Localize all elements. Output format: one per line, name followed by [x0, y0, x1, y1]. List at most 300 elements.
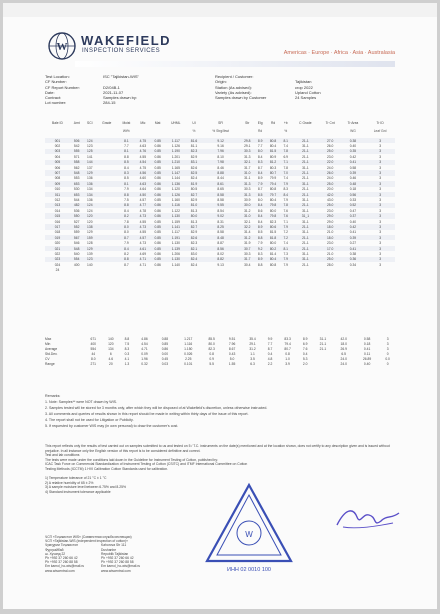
- table-cell: 3: [379, 154, 382, 159]
- info-label: Origin:: [215, 79, 227, 85]
- summary-cell: 4.86: [141, 336, 148, 341]
- table-cell: 571: [73, 154, 80, 159]
- table-cell: 21.0: [326, 230, 334, 235]
- table-cell: 482: [70, 203, 84, 208]
- summary-cell: 1.1: [250, 351, 255, 356]
- svg-text:W: W: [245, 530, 253, 539]
- summary-cell: 0.40: [363, 362, 371, 367]
- table-cell: 7.96: [201, 149, 239, 154]
- table-cell: 31.2: [244, 208, 251, 213]
- column-unit: [135, 129, 150, 138]
- table-cell: 80.0: [269, 208, 277, 213]
- table-cell: 7.7: [124, 144, 129, 149]
- summary-cell: 671: [90, 336, 97, 341]
- summary-cell: 0.101: [184, 362, 193, 367]
- table-cell: 23.0: [326, 241, 334, 246]
- table-cell: 31-1: [302, 208, 309, 213]
- info-label: Samples drawn by Customer: [215, 95, 267, 101]
- table-units-row: [45, 129, 395, 138]
- table-cell: 0.86: [154, 176, 161, 181]
- table-cell: 7.2: [280, 235, 291, 240]
- table-cell: 80.6: [266, 224, 281, 229]
- summary-cell: 0.03: [161, 362, 169, 367]
- summary-cell: 120: [108, 341, 114, 346]
- column-header: Tr Cnt: [325, 121, 335, 125]
- remarks-title: Remarks:: [45, 394, 61, 398]
- table-cell: 4.50: [135, 192, 150, 197]
- table-cell: 0.85: [154, 197, 161, 202]
- column-unit: [240, 129, 255, 138]
- table-cell: 22.0: [320, 160, 341, 165]
- summary-cell: 134: [108, 346, 114, 351]
- footer-address-intl: [101, 535, 140, 573]
- table-cell: 136: [83, 181, 96, 186]
- table-cell: 3: [365, 181, 395, 186]
- table-cell: 4.63: [135, 181, 150, 186]
- table-cell: 8.8: [255, 235, 266, 240]
- table-cell: 8.8: [124, 154, 129, 159]
- column-header: Bale ID: [52, 121, 63, 125]
- summary-label: Min: [45, 341, 51, 346]
- table-cell: 159: [83, 235, 96, 240]
- column-unit: [291, 129, 320, 138]
- column-header: UHML: [171, 121, 181, 125]
- column-header: Moist: [122, 121, 131, 125]
- table-cell: 4.76: [135, 149, 150, 154]
- summary-cell: 1.217: [184, 336, 193, 341]
- table-cell: 0.41: [341, 246, 366, 251]
- table-cell: 3: [365, 257, 395, 262]
- table-cell: 79.8: [266, 213, 281, 218]
- terms-line: Testing Methods (ICCTM) 1 HVI Calibration Cotton Standards used for calibration.: [45, 466, 169, 471]
- summary-cell: 8.3: [124, 346, 130, 351]
- table-cell: 8.87: [217, 241, 224, 246]
- table-cell: 25.0: [320, 149, 341, 154]
- table-cell: 82.3: [187, 149, 202, 154]
- table-cell: 21-1: [302, 262, 309, 267]
- table-cell: 8.0: [117, 224, 135, 229]
- summary-label: Range: [45, 362, 55, 367]
- table-cell: 3: [365, 213, 395, 218]
- table-cell: 140: [87, 262, 93, 267]
- table-cell: 0.86: [154, 262, 161, 267]
- table-cell: 81.6: [187, 138, 202, 143]
- table-cell: 8.4: [257, 154, 263, 159]
- column-header: Mat: [154, 121, 161, 125]
- table-cell: 542: [73, 144, 80, 149]
- summary-cell: 2.2: [267, 362, 273, 367]
- table-cell: 7.8: [280, 203, 291, 208]
- table-cell: 8.44: [217, 176, 224, 181]
- table-cell: 4.63: [139, 144, 147, 149]
- svg-text:W: W: [56, 41, 68, 53]
- table-cell: 1.117: [165, 138, 187, 143]
- column-unit: %: [192, 129, 196, 133]
- info-value: D2/04B-1: [103, 84, 120, 90]
- summary-cell: 1.3: [124, 362, 130, 367]
- table-cell: 8.4: [124, 165, 129, 170]
- table-cell: 558: [70, 160, 84, 165]
- info-label: Lot number:: [45, 100, 67, 106]
- table-cell: 0.86: [150, 192, 165, 197]
- footer-line: Чумҳурии Тоҷикистон: [45, 543, 78, 548]
- summary-cell: 5.3: [302, 356, 308, 361]
- table-cell: 123: [83, 257, 96, 262]
- table-cell: 4.73: [135, 213, 150, 218]
- table-cell: 82.9: [190, 154, 198, 159]
- table-cell: 82.9: [190, 197, 198, 202]
- table-cell: 0.42: [349, 154, 357, 159]
- info-label: Recipient / Customer:: [215, 74, 254, 79]
- table-cell: 1.210: [165, 160, 187, 165]
- brand-subtitle: INSPECTION SERVICES: [82, 48, 161, 54]
- table-cell: 8.3: [255, 160, 266, 165]
- footer-line: Фурҳсайбай: [45, 547, 64, 552]
- table-cell: 7.9: [280, 224, 291, 229]
- table-cell: 8.58: [201, 192, 239, 197]
- summary-cell: 80.7: [284, 346, 291, 351]
- table-cell: 8.82: [201, 257, 239, 262]
- table-cell: 1.116: [165, 203, 187, 208]
- table-cell: 0.85: [154, 230, 161, 235]
- summary-cell: 8.67: [228, 346, 236, 351]
- table-cell: 7.4: [283, 144, 289, 149]
- table-cell: 123: [87, 144, 93, 149]
- column-header: SFI: [218, 121, 224, 125]
- footer-line: Em kamol_ho-wis@mail.ru: [101, 564, 141, 569]
- summary-cell: 0.00: [161, 351, 169, 356]
- table-cell: 8.6: [257, 208, 263, 213]
- table-cell: 26.0: [320, 170, 341, 175]
- table-cell: 128: [87, 241, 93, 246]
- table-cell: 0.86: [154, 208, 161, 213]
- footer-line: Ph +992 37 260 66 42: [101, 555, 134, 560]
- column-unit: Wt%: [122, 129, 130, 133]
- table-cell: 129: [83, 246, 96, 251]
- terms-line: 3) A sample moisture level between 6.75% and 8.25%: [45, 485, 127, 490]
- table-cell: 506: [70, 138, 84, 143]
- summary-label: CV: [45, 356, 50, 361]
- brand-name: WAKEFIELD: [81, 33, 172, 48]
- table-cell: 1.139: [165, 246, 187, 251]
- summary-cell: 8.7: [267, 346, 273, 351]
- table-cell: 31.0: [240, 213, 255, 218]
- summary-cell: 0: [386, 351, 389, 356]
- table-cell: 32.2: [240, 224, 255, 229]
- table-cell: 015: [45, 213, 70, 218]
- summary-row: [45, 361, 395, 366]
- table-cell: 80.4: [266, 257, 281, 262]
- table-cell: 80.2: [266, 246, 281, 251]
- summary-cell: 0.43: [228, 351, 236, 356]
- summary-cell: 1.0: [285, 356, 290, 361]
- column-header: Amt: [73, 121, 80, 125]
- summary-cell: 8.0: [90, 356, 96, 361]
- info-value: crop 2022: [295, 84, 313, 90]
- table-cell: 80.0: [269, 241, 277, 246]
- summary-cell: 0.88: [161, 336, 169, 341]
- table-cell: 9.13: [217, 262, 224, 267]
- summary-cell: 6: [109, 351, 112, 356]
- summary-cell: 2.25: [185, 356, 192, 361]
- table-cell: 29.0: [326, 219, 334, 224]
- info-label: Contract:: [45, 95, 62, 101]
- table-cell: 18.0: [320, 224, 341, 229]
- summary-cell: 0.3: [124, 351, 130, 356]
- table-cell: 553: [73, 176, 80, 181]
- official-stamp-icon: [201, 479, 297, 575]
- summary-cell: 24.0: [340, 362, 347, 367]
- footer-line: Ph +992 37 260 88 58: [101, 560, 134, 565]
- table-cell: 138: [83, 224, 96, 229]
- summary-cell: 82.3: [208, 346, 215, 351]
- table-cell: 1.165: [171, 165, 180, 170]
- table-cell: 004: [54, 154, 61, 159]
- table-cell: 31-1: [302, 165, 309, 170]
- table-cell: 0.41: [349, 230, 357, 235]
- summary-cell: 0.8: [209, 351, 214, 356]
- column-header: C Grade: [299, 121, 312, 125]
- table-cell: 8.8: [117, 257, 135, 262]
- table-cell: 8.4: [255, 203, 266, 208]
- table-cell: 9.16: [217, 144, 224, 149]
- table-cell: 018: [54, 230, 61, 235]
- table-cell: 0.34: [349, 262, 357, 267]
- table-cell: 8.5: [255, 192, 266, 197]
- table-cell: 124: [87, 208, 93, 213]
- summary-cell: 6.5: [341, 351, 346, 356]
- table-cell: 81.8: [266, 235, 281, 240]
- info-label: Station (As advised):: [215, 84, 252, 90]
- table-cell: 81.4: [269, 251, 277, 256]
- table-cell: 0.86: [154, 251, 161, 256]
- table-cell: 136: [87, 176, 93, 181]
- table-cell: 21-1: [302, 176, 309, 181]
- summary-cell: 3.5: [250, 356, 255, 361]
- table-cell: 144: [83, 160, 96, 165]
- table-cell: 21-1: [291, 138, 320, 143]
- table-cell: 7.2: [283, 230, 289, 235]
- table-cell: 001: [45, 138, 70, 143]
- table-cell: 8.0: [255, 149, 266, 154]
- table-cell: 21-1: [291, 246, 320, 251]
- table-cell: 1.159: [171, 219, 180, 224]
- table-cell: 4.57: [139, 197, 147, 202]
- table-cell: 0.40: [349, 144, 357, 149]
- table-cell: 008: [54, 176, 61, 181]
- column-unit: [96, 129, 117, 138]
- table-cell: 81.5: [269, 230, 277, 235]
- table-cell: 002: [54, 144, 61, 149]
- terms-line: This report reflects only the results of test carried out on samples submitted to us and tested on 5 / T.C. instruments on the date(s) mentioned and at the location shown, does not certify to any description given and is issued without prejudice. In all instance only the English version of this report is to be considered definitive and correct.: [45, 444, 390, 453]
- table-cell: 0.85: [150, 149, 165, 154]
- table-cell: 8.9: [257, 176, 263, 181]
- table-cell: 7.3: [283, 251, 289, 256]
- table-cell: 31.0: [240, 170, 255, 175]
- remark-item: 4. The report shall not be used for Litigation or Publicity.: [45, 418, 134, 422]
- table-cell: 8.4: [280, 192, 291, 197]
- table-cell: 8.4: [255, 170, 266, 175]
- table-cell: 80.9: [269, 154, 277, 159]
- table-cell: 79.8: [266, 203, 281, 208]
- table-cell: 30.3: [244, 251, 251, 256]
- table-count-row: [45, 267, 395, 272]
- summary-cell: 79.4: [284, 341, 291, 346]
- terms-line: 2) A relative humidity of 65 ± 2%: [45, 480, 94, 485]
- table-cell: 013: [45, 203, 70, 208]
- column-unit: % Strg/lbwt: [212, 129, 229, 133]
- table-cell: 79.9: [269, 176, 277, 181]
- table-cell: 0.85: [150, 138, 165, 143]
- table-cell: 82.7: [187, 224, 202, 229]
- table-cell: 544: [73, 197, 80, 202]
- table-cell: 7.1: [280, 160, 291, 165]
- summary-cell: 5.0: [229, 356, 235, 361]
- table-cell: 4.71: [139, 262, 147, 267]
- remark-item: 5. If requested by customer WIS may (in own personal) to draw the customer's cost.: [45, 424, 179, 428]
- sample-count: 24: [55, 268, 60, 273]
- summary-cell: 0.0: [385, 356, 390, 361]
- table-cell: 8.5: [124, 176, 129, 181]
- signature-icon: [333, 503, 403, 533]
- table-cell: 8.4: [255, 213, 266, 218]
- table-cell: 18.0: [320, 235, 341, 240]
- summary-cell: 4.54: [141, 341, 148, 346]
- table-cell: 1.147: [165, 170, 187, 175]
- table-cell: 3: [365, 192, 395, 197]
- report-header: [3, 27, 437, 69]
- table-cell: 0.85: [150, 224, 165, 229]
- table-cell: 7.9: [257, 241, 263, 246]
- table-cell: 4.73: [139, 241, 147, 246]
- table-cell: 4.61: [135, 246, 150, 251]
- table-cell: 82.1: [187, 246, 202, 251]
- table-cell: 137: [87, 165, 93, 170]
- table-cell: 8.4: [257, 219, 263, 224]
- table-cell: 31.9: [244, 241, 251, 246]
- table-cell: 548: [70, 246, 84, 251]
- table-cell: 31.3: [244, 154, 251, 159]
- table-cell: 8.1: [117, 138, 135, 143]
- table-cell: 8.2: [117, 213, 135, 218]
- table-cell: 124: [83, 138, 96, 143]
- table-cell: 7.9: [124, 241, 129, 246]
- table-cell: 8.46: [217, 165, 224, 170]
- table-cell: 003: [45, 149, 70, 154]
- table-cell: 555: [70, 149, 84, 154]
- summary-cell: 554: [90, 346, 97, 351]
- table-cell: 0.18: [349, 187, 357, 192]
- column-unit: [150, 129, 165, 138]
- table-cell: 82.4: [190, 262, 198, 267]
- table-cell: 8.7: [257, 165, 263, 170]
- table-cell: 0.38: [349, 251, 357, 256]
- table-cell: 24.0: [326, 176, 334, 181]
- table-cell: 8.0: [257, 197, 263, 202]
- table-cell: 21-1: [302, 154, 309, 159]
- table-cell: 29.8: [240, 138, 255, 143]
- table-cell: 29.0: [320, 213, 341, 218]
- column-header: SCI: [87, 121, 93, 125]
- header-banner: [75, 61, 395, 67]
- table-cell: 80.4: [269, 197, 277, 202]
- terms-line: 1) Temperature tolerance of 21 °C ± 1 °C: [45, 476, 107, 481]
- table-cell: 7.6: [283, 208, 289, 213]
- info-right: [215, 74, 385, 100]
- table-cell: 129: [87, 230, 93, 235]
- table-cell: 21-1: [302, 241, 309, 246]
- table-cell: 1.126: [165, 192, 187, 197]
- table-cell: [96, 262, 117, 267]
- info-left: [45, 74, 139, 106]
- table-cell: 139: [87, 251, 93, 256]
- table-cell: 31-1: [302, 251, 309, 256]
- table-cell: 024: [54, 262, 61, 267]
- table-cell: 8.31: [217, 219, 224, 224]
- brand-regions: Americas · Europe · Africa · Asia · Australasia: [283, 50, 395, 56]
- table-cell: 0.85: [154, 219, 161, 224]
- table-cell: 1.190: [165, 149, 187, 154]
- summary-cell: 24.0: [340, 356, 347, 361]
- table-cell: 0.27: [349, 241, 357, 246]
- summary-cell: 4.71: [141, 346, 148, 351]
- table-cell: 8.9: [255, 257, 266, 262]
- summary-cell: 9.51: [228, 336, 236, 341]
- summary-cell: 0.8: [285, 351, 290, 356]
- table-cell: 0.85: [150, 160, 165, 165]
- info-value: Tajikistan: [295, 79, 312, 85]
- table-cell: 9.2: [255, 246, 266, 251]
- column-header: Tr ID: [376, 121, 384, 125]
- table-cell: 23.0: [326, 154, 334, 159]
- summary-cell: 26.89: [362, 356, 372, 361]
- table-cell: 653: [70, 192, 84, 197]
- table-cell: 82.5: [187, 170, 202, 175]
- table-cell: 3: [379, 230, 382, 235]
- column-unit: %: [284, 129, 288, 133]
- table-cell: 3: [379, 241, 382, 246]
- table-cell: 8.65: [217, 187, 224, 192]
- table-cell: 7.0: [280, 170, 291, 175]
- info-label: CF Report Number:: [45, 84, 80, 90]
- table-cell: 79.7: [266, 192, 281, 197]
- table-cell: 552: [70, 224, 84, 229]
- table-cell: 8.58: [217, 197, 224, 202]
- table-cell: 1.120: [171, 187, 180, 192]
- info-row: [215, 95, 385, 100]
- table-cell: 21-1: [291, 235, 320, 240]
- info-value: 2021-11-07: [103, 89, 124, 95]
- column-unit: Leaf Grd: [373, 129, 387, 133]
- table-cell: 0.47: [349, 208, 357, 213]
- table-cell: 21-1: [302, 187, 309, 192]
- table-cell: 8.5: [257, 230, 263, 235]
- table-cell: 7.9: [255, 181, 266, 186]
- table-cell: 31-1: [302, 230, 309, 235]
- table-cell: 536: [73, 208, 80, 213]
- table-cell: 20.0: [326, 187, 334, 192]
- table-body: [45, 138, 395, 273]
- summary-cell: 0.32: [141, 362, 148, 367]
- table-cell: 31.2: [240, 235, 255, 240]
- table-cell: 0.42: [341, 224, 366, 229]
- summary-cell: 0.4: [302, 351, 308, 356]
- summary-cell: 0.45: [161, 356, 169, 361]
- table-cell: 548: [70, 170, 84, 175]
- terms-line: The tests were made under the conditions laid down in the Guideline for Instrument Testing of Cotton, published by:: [45, 457, 218, 462]
- table-cell: 80.8: [269, 262, 277, 267]
- table-cell: 134: [83, 192, 96, 197]
